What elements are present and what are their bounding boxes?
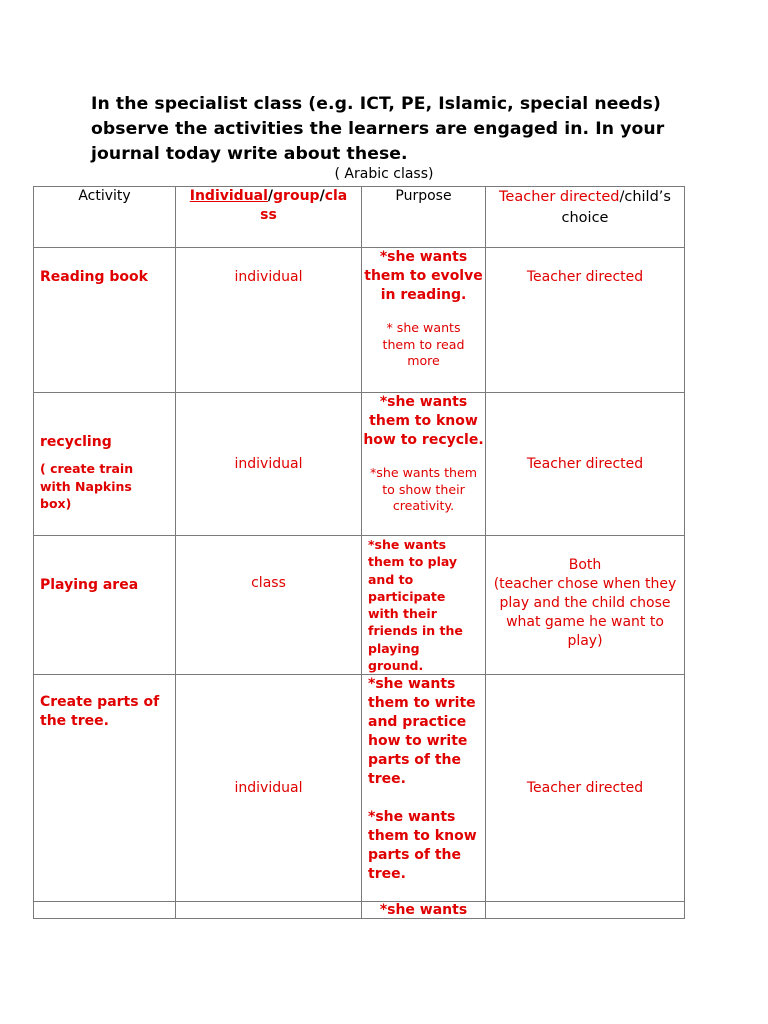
header-activity-label: Activity [78,188,131,204]
direction-value: Teacher directed [526,269,644,285]
header-class-part1: cla [324,188,348,204]
table-row [34,393,685,536]
header-childs-choice: /child’s [619,189,671,205]
purpose-secondary: *she wants them to know parts of the tree. [368,809,477,883]
table-row [34,248,685,393]
direction-both: Both [568,557,602,573]
header-activity [34,187,176,248]
purpose-cell [362,536,486,675]
purpose-cell [362,675,486,902]
header-slash-1: / [267,188,274,204]
purpose-main: *she wants them to know how to recycle. [363,394,484,448]
instructions-text: In the specialist class (e.g. ICT, PE, Islamic, special needs) observe the activities the learners are engaged in. In your journal today write about these. [91,94,665,164]
purpose-secondary: *she wants them to show their creativity. [369,465,478,513]
purpose-cell [362,393,486,536]
header-teacher-directed: Teacher directed [499,189,620,205]
grouping-cell [176,393,362,536]
grouping-value: individual [234,455,303,472]
direction-cell [486,393,685,536]
direction-cell [486,902,685,919]
purpose-cell [362,902,486,919]
header-direction [486,187,685,248]
table-row [34,902,685,919]
header-grouping [176,187,362,248]
direction-cell [486,248,685,393]
grouping-cell [176,248,362,393]
grouping-value: class [251,575,286,591]
activity-cell [34,902,176,919]
purpose-main: *she wants them to write and practice how to write parts of the tree. [368,676,476,788]
activity-name: Playing area [40,577,139,593]
grouping-cell [176,536,362,675]
table-header-row [34,187,685,248]
header-slash-2: / [319,188,325,204]
activity-cell [34,536,176,675]
purpose-main: *she wants them to evolve in reading. [364,249,483,303]
table-row [34,675,685,902]
grouping-cell [176,902,362,919]
observation-table [33,186,685,919]
direction-value: Teacher directed [526,455,644,472]
direction-detail: (teacher chose when they play and the child chose what game he want to play) [493,576,677,649]
activity-cell [34,675,176,902]
direction-cell [486,675,685,902]
grouping-cell [176,675,362,902]
activity-cell [34,248,176,393]
purpose-cell [362,248,486,393]
class-subtitle: ( Arabic class) [334,166,434,182]
grouping-value: individual [234,779,303,796]
header-individual: Individual [189,188,268,204]
purpose-main: *she wants [379,902,468,919]
activity-subtext: ( create train with Napkins box) [40,461,134,511]
grouping-value: individual [234,269,303,285]
header-choice: choice [561,210,609,226]
activity-name: Create parts of the tree. [40,694,160,730]
table-row [34,536,685,675]
purpose-secondary: * she wants them to read more [382,320,465,368]
activity-cell [34,393,176,536]
header-class-part2: ss [260,207,277,223]
direction-value: Teacher directed [526,779,644,796]
activity-name: recycling [40,434,112,450]
header-purpose-label: Purpose [395,188,452,204]
header-group: group [273,188,320,204]
purpose-main: *she wants them to play and to participate with their friends in the playing ground. [368,537,463,674]
activity-name: Reading book [40,269,148,285]
header-purpose [362,187,486,248]
direction-cell [486,536,685,675]
